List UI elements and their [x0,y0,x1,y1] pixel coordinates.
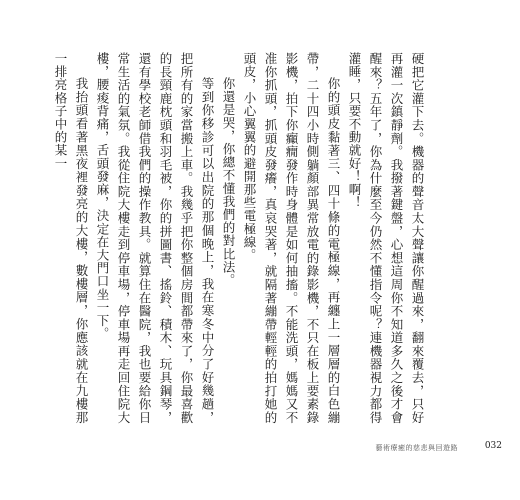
page-footer [0,441,520,457]
paragraph: 你的頭皮黏著三、四十條的電極線，再纏上一層層的白色繃帶，二十四小時側躺顏部異常放電的錄影機，不只在板上要素錄影機，拍下你癲癇發作時身體是如何抽搐。不能洗頭，媽媽又不准你抓頭，抓頭皮發癢，真哀哭著，就隔著繃帶輕輕的拍打她的頭皮，小心翼翼的避開那些電極線。 [242,52,341,424]
body-text [53,52,428,424]
paragraph: 我抬頭看著黑夜裡發亮的大樓，數樓層，你應該就在九樓那一排亮格子中的某一 [53,52,89,424]
paragraph: 你還是哭，你總不懂我們的對比法。 [221,77,236,287]
paragraph: 等到你移診可以出院的那個晚上，我在寒冬中分了好幾趟，把所有的家當搬上車。我幾乎把你整個房間都帶來了，你最喜歡的長頸鹿枕頭和羽毛被，你的拼圖書、搖鈴、積木、玩具鋼琴，還有學校老師借我們的操作教具。就算住在醫院，我也要給你日常生活的氣氛。我從住院大樓走到停車場，停車場再走回住院大樓，腰痠背痛，舌頭發麻，決定在大門口坐一下。 [95,52,215,424]
running-title: 藝術療癒的慈悲與回遊路 [375,444,458,452]
paragraph: 硬把它灌下去。機器的聲音太大聲讓你醒過來，翻來覆去，只好再灌一次鎮靜劑。我撥著鍵盤，心想這周你不知道多久之後才會醒來？五年了，你為什麼至今仍然不懂指令呢？連機器視力都得灌睡，只要不動就好！啊！ [347,52,425,424]
page-number: 032 [484,441,502,451]
